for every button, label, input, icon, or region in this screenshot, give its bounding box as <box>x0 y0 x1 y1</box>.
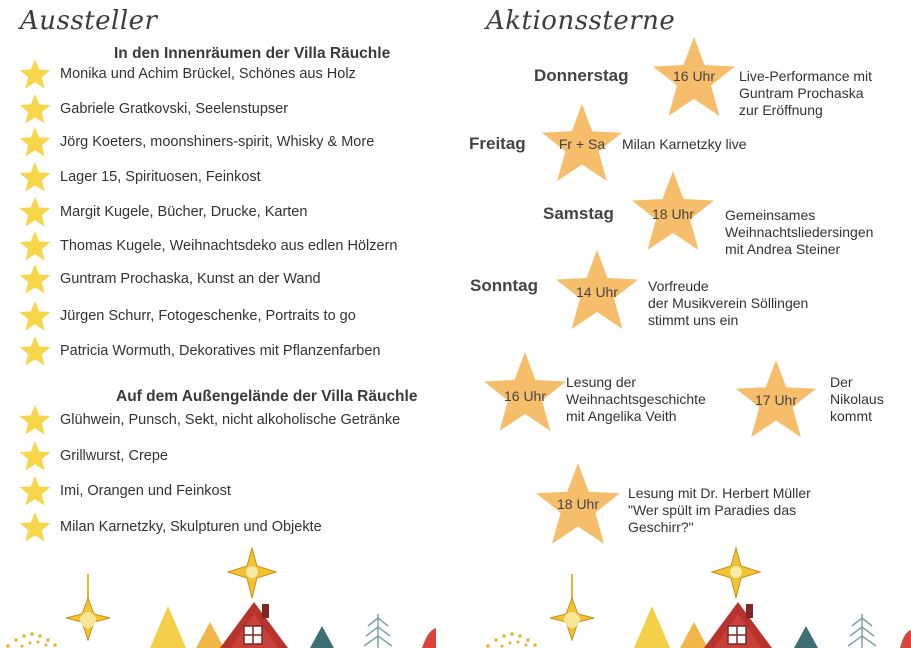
desc-line: Lesung der <box>566 374 637 390</box>
desc-line: Gemeinsames <box>725 207 816 223</box>
star-time-label: 16 Uhr <box>672 68 716 84</box>
exhibitor-text: Margit Kugele, Bücher, Drucke, Karten <box>60 204 308 220</box>
exhibitor-text: Guntram Prochaska, Kunst an der Wand <box>60 271 321 287</box>
lantern-star-icon <box>550 574 594 640</box>
day-label: Samstag <box>543 204 614 223</box>
exhibitor-text: Lager 15, Spirituosen, Feinkost <box>60 169 261 185</box>
exhibitor-text: Jörg Koeters, moonshiners-spirit, Whisky & More <box>60 134 375 150</box>
star-time-label: Fr + Sa <box>558 136 606 152</box>
exhibitor-text: Milan Karnetzky, Skulpturen und Objekte <box>60 519 322 535</box>
desc-line: Weihnachtsliedersingen <box>725 224 874 240</box>
house-icon <box>220 602 288 648</box>
desc-line: mit Andrea Steiner <box>725 241 841 257</box>
outdoor-heading: Auf dem Außengelände der Villa Räuchle <box>116 388 418 405</box>
indoor-heading: In den Innenräumen der Villa Räuchle <box>114 45 391 62</box>
desc-line: Milan Karnetzky live <box>622 136 747 152</box>
village-left <box>6 548 436 648</box>
exhibitor-text: Jürgen Schurr, Fotogeschenke, Portraits to go <box>60 308 356 324</box>
exhibitor-text: Imi, Orangen und Feinkost <box>60 483 231 499</box>
exhibitor-text: Monika und Achim Brückel, Schönes aus Holz <box>60 66 356 82</box>
star-time-label: 17 Uhr <box>754 392 798 408</box>
exhibitor-text: Gabriele Gratkovski, Seelenstupser <box>60 101 289 117</box>
star-time-label: 16 Uhr <box>503 388 547 404</box>
desc-line: Vorfreude <box>648 278 709 294</box>
exhibitor-text: Thomas Kugele, Weihnachtsdeko aus edlen Hölzern <box>60 238 398 254</box>
tree-icon <box>794 626 818 648</box>
star-time-label: 18 Uhr <box>556 496 600 512</box>
tree-icon <box>364 614 392 648</box>
action-stars-title: Aktionssterne <box>486 6 676 36</box>
exhibitor-text: Glühwein, Punsch, Sekt, nicht alkoholische Getränke <box>60 412 401 428</box>
day-label: Donnerstag <box>534 66 629 85</box>
desc-line: Weihnachtsgeschichte <box>566 391 706 407</box>
tree-icon <box>310 626 334 648</box>
desc-line: mit Angelika Veith <box>566 408 677 424</box>
lantern-star-icon <box>712 548 760 598</box>
village-right <box>486 548 911 648</box>
exhibitor-text: Patricia Wormuth, Dekoratives mit Pflanzenfarben <box>60 343 381 359</box>
star-time-label: 18 Uhr <box>651 206 695 222</box>
desc-line: Nikolaus <box>830 391 884 407</box>
desc-line: kommt <box>830 408 872 424</box>
desc-line: Guntram Prochaska <box>739 85 864 101</box>
lantern-star-icon <box>228 548 276 598</box>
house-icon <box>704 602 772 648</box>
desc-line: der Musikverein Söllingen <box>648 295 809 311</box>
desc-line: "Wer spült im Paradies das <box>628 502 797 518</box>
star-time-label: 14 Uhr <box>575 284 619 300</box>
exhibitors-title: Aussteller <box>20 6 158 36</box>
desc-line: Live-Performance mit <box>739 68 873 84</box>
lantern-star-icon <box>66 574 110 640</box>
day-label: Sonntag <box>470 276 538 295</box>
desc-line: zur Eröffnung <box>739 102 823 118</box>
tree-icon <box>848 614 876 648</box>
desc-line: Der <box>830 374 853 390</box>
day-label: Freitag <box>469 134 526 153</box>
desc-line: Lesung mit Dr. Herbert Müller <box>628 485 811 501</box>
desc-line: stimmt uns ein <box>648 312 739 328</box>
exhibitor-text: Grillwurst, Crepe <box>60 448 168 464</box>
desc-line: Geschirr?" <box>628 519 694 535</box>
